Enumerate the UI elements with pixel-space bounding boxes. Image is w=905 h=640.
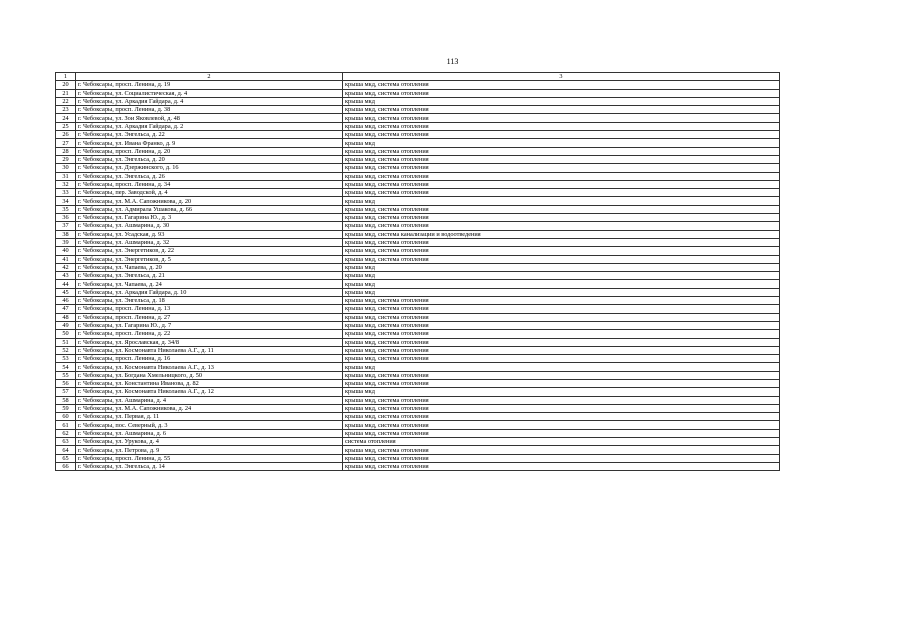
works-cell: система отопления <box>343 438 780 446</box>
works-cell: крыша мкд, система отопления <box>343 297 780 305</box>
row-number-cell: 21 <box>56 89 76 97</box>
column-header-works: 3 <box>343 73 780 81</box>
works-cell: крыша мкд, система отопления <box>343 164 780 172</box>
table-row <box>56 363 780 371</box>
row-number-cell: 66 <box>56 462 76 470</box>
works-cell: крыша мкд, система отопления <box>343 429 780 437</box>
works-cell: крыша мкд, система отопления <box>343 305 780 313</box>
works-cell: крыша мкд, система отопления <box>343 404 780 412</box>
table-row <box>56 297 780 305</box>
address-cell: г. Чебоксары, ул. Адмирала Ушакова, д. 66 <box>76 205 343 213</box>
works-cell: крыша мкд, система отопления <box>343 371 780 379</box>
works-cell: крыша мкд, система отопления <box>343 180 780 188</box>
row-number-cell: 53 <box>56 355 76 363</box>
table-row <box>56 305 780 313</box>
address-cell: г. Чебоксары, ул. Энгельса, д. 26 <box>76 172 343 180</box>
row-number-cell: 59 <box>56 404 76 412</box>
works-cell: крыша мкд, система отопления <box>343 114 780 122</box>
table-row <box>56 122 780 130</box>
works-cell: крыша мкд <box>343 139 780 147</box>
row-number-cell: 54 <box>56 363 76 371</box>
address-cell: г. Чебоксары, пос. Северный, д. 3 <box>76 421 343 429</box>
address-cell: г. Чебоксары, просп. Ленина, д. 13 <box>76 305 343 313</box>
table-row <box>56 413 780 421</box>
row-number-cell: 45 <box>56 288 76 296</box>
table-row <box>56 197 780 205</box>
row-number-cell: 30 <box>56 164 76 172</box>
works-table <box>55 72 780 471</box>
row-number-cell: 49 <box>56 321 76 329</box>
row-number-cell: 42 <box>56 263 76 271</box>
works-cell: крыша мкд, система отопления <box>343 106 780 114</box>
works-cell: крыша мкд <box>343 280 780 288</box>
works-cell: крыша мкд, система отопления <box>343 413 780 421</box>
table-row <box>56 438 780 446</box>
row-number-cell: 44 <box>56 280 76 288</box>
address-cell: г. Чебоксары, ул. Ашмарина, д. 4 <box>76 396 343 404</box>
row-number-cell: 35 <box>56 205 76 213</box>
row-number-cell: 41 <box>56 255 76 263</box>
table-row <box>56 280 780 288</box>
table-row <box>56 388 780 396</box>
row-number-cell: 38 <box>56 230 76 238</box>
row-number-cell: 31 <box>56 172 76 180</box>
row-number-cell: 52 <box>56 346 76 354</box>
address-cell: г. Чебоксары, ул. Усадская, д. 93 <box>76 230 343 238</box>
row-number-cell: 26 <box>56 131 76 139</box>
address-cell: г. Чебоксары, ул. Аркадия Гайдара, д. 10 <box>76 288 343 296</box>
works-cell: крыша мкд, система отопления <box>343 454 780 462</box>
table-row <box>56 114 780 122</box>
table-row <box>56 147 780 155</box>
table-row <box>56 429 780 437</box>
address-cell: г. Чебоксары, ул. Богдана Хмельницкого, д. 50 <box>76 371 343 379</box>
works-cell: крыша мкд <box>343 363 780 371</box>
address-cell: г. Чебоксары, ул. Гагарина Ю., д. 3 <box>76 214 343 222</box>
table-row <box>56 330 780 338</box>
address-cell: г. Чебоксары, просп. Ленина, д. 19 <box>76 81 343 89</box>
table-row <box>56 222 780 230</box>
works-cell: крыша мкд, система отопления <box>343 462 780 470</box>
row-number-cell: 25 <box>56 122 76 130</box>
row-number-cell: 32 <box>56 180 76 188</box>
address-cell: г. Чебоксары, ул. Энгельса, д. 22 <box>76 131 343 139</box>
table-row <box>56 272 780 280</box>
row-number-cell: 43 <box>56 272 76 280</box>
address-cell: г. Чебоксары, ул. Ивана Франко, д. 9 <box>76 139 343 147</box>
row-number-cell: 51 <box>56 338 76 346</box>
address-cell: г. Чебоксары, ул. Энгельса, д. 20 <box>76 155 343 163</box>
row-number-cell: 61 <box>56 421 76 429</box>
table-row <box>56 97 780 105</box>
row-number-cell: 24 <box>56 114 76 122</box>
works-cell: крыша мкд, система отопления <box>343 321 780 329</box>
works-cell: крыша мкд <box>343 288 780 296</box>
address-cell: г. Чебоксары, просп. Ленина, д. 20 <box>76 147 343 155</box>
row-number-cell: 28 <box>56 147 76 155</box>
works-cell: крыша мкд, система отопления <box>343 421 780 429</box>
table-row <box>56 238 780 246</box>
table-row <box>56 446 780 454</box>
table-row <box>56 189 780 197</box>
table-row <box>56 139 780 147</box>
row-number-cell: 39 <box>56 238 76 246</box>
table-row <box>56 379 780 387</box>
table-row <box>56 462 780 470</box>
row-number-cell: 65 <box>56 454 76 462</box>
table-row <box>56 172 780 180</box>
address-cell: г. Чебоксары, ул. М.А. Сапожникова, д. 20 <box>76 197 343 205</box>
row-number-cell: 37 <box>56 222 76 230</box>
works-cell: крыша мкд, система отопления <box>343 238 780 246</box>
row-number-cell: 20 <box>56 81 76 89</box>
table-header-row <box>56 73 780 81</box>
works-cell: крыша мкд, система отопления <box>343 205 780 213</box>
row-number-cell: 60 <box>56 413 76 421</box>
address-cell: г. Чебоксары, просп. Ленина, д. 34 <box>76 180 343 188</box>
works-cell: крыша мкд, система отопления <box>343 189 780 197</box>
works-cell: крыша мкд, система отопления <box>343 313 780 321</box>
table-row <box>56 371 780 379</box>
row-number-cell: 40 <box>56 247 76 255</box>
table-row <box>56 89 780 97</box>
address-cell: г. Чебоксары, ул. Социалистическая, д. 4 <box>76 89 343 97</box>
works-cell: крыша мкд, система отопления <box>343 81 780 89</box>
row-number-cell: 29 <box>56 155 76 163</box>
works-cell: крыша мкд, система отопления <box>343 379 780 387</box>
table-row <box>56 247 780 255</box>
row-number-cell: 57 <box>56 388 76 396</box>
address-cell: г. Чебоксары, ул. Дзержинского, д. 16 <box>76 164 343 172</box>
address-cell: г. Чебоксары, ул. Энгельса, д. 18 <box>76 297 343 305</box>
row-number-cell: 23 <box>56 106 76 114</box>
address-cell: г. Чебоксары, ул. Энергетиков, д. 22 <box>76 247 343 255</box>
works-cell: крыша мкд, система отопления <box>343 255 780 263</box>
address-cell: г. Чебоксары, ул. Ашмарина, д. 6 <box>76 429 343 437</box>
address-cell: г. Чебоксары, ул. Зои Яковлевой, д. 48 <box>76 114 343 122</box>
row-number-cell: 47 <box>56 305 76 313</box>
works-cell: крыша мкд, система отопления <box>343 122 780 130</box>
address-cell: г. Чебоксары, просп. Ленина, д. 16 <box>76 355 343 363</box>
address-cell: г. Чебоксары, ул. Космонавта Николаева А.Г., д. 11 <box>76 346 343 354</box>
address-cell: г. Чебоксары, ул. Энергетиков, д. 5 <box>76 255 343 263</box>
address-cell: г. Чебоксары, пер. Заводской, д. 4 <box>76 189 343 197</box>
address-cell: г. Чебоксары, ул. Ашмарина, д. 32 <box>76 238 343 246</box>
table-row <box>56 164 780 172</box>
table-row <box>56 346 780 354</box>
address-cell: г. Чебоксары, ул. Ярославская, д. 34/8 <box>76 338 343 346</box>
table-row <box>56 106 780 114</box>
table-row <box>56 396 780 404</box>
table-row <box>56 338 780 346</box>
works-cell: крыша мкд <box>343 272 780 280</box>
column-header-address: 2 <box>76 73 343 81</box>
table-row <box>56 155 780 163</box>
works-cell: крыша мкд <box>343 97 780 105</box>
row-number-cell: 33 <box>56 189 76 197</box>
row-number-cell: 27 <box>56 139 76 147</box>
row-number-cell: 63 <box>56 438 76 446</box>
works-cell: крыша мкд, система отопления <box>343 346 780 354</box>
table-row <box>56 263 780 271</box>
address-cell: г. Чебоксары, ул. Космонавта Николаева А.Г., д. 12 <box>76 388 343 396</box>
address-cell: г. Чебоксары, ул. Аркадия Гайдара, д. 2 <box>76 122 343 130</box>
row-number-cell: 56 <box>56 379 76 387</box>
works-cell: крыша мкд, система канализации и водоотведения <box>343 230 780 238</box>
address-cell: г. Чебоксары, просп. Ленина, д. 55 <box>76 454 343 462</box>
table-row <box>56 321 780 329</box>
works-cell: крыша мкд, система отопления <box>343 338 780 346</box>
row-number-cell: 55 <box>56 371 76 379</box>
works-cell: крыша мкд <box>343 197 780 205</box>
works-cell: крыша мкд, система отопления <box>343 330 780 338</box>
works-cell: крыша мкд, система отопления <box>343 147 780 155</box>
address-cell: г. Чебоксары, ул. Чапаева, д. 24 <box>76 280 343 288</box>
works-cell: крыша мкд, система отопления <box>343 222 780 230</box>
row-number-cell: 36 <box>56 214 76 222</box>
address-cell: г. Чебоксары, ул. Константина Иванова, д. 82 <box>76 379 343 387</box>
table-row <box>56 230 780 238</box>
works-cell: крыша мкд, система отопления <box>343 214 780 222</box>
address-cell: г. Чебоксары, просп. Ленина, д. 38 <box>76 106 343 114</box>
row-number-cell: 64 <box>56 446 76 454</box>
table-row <box>56 205 780 213</box>
works-cell: крыша мкд, система отопления <box>343 446 780 454</box>
table-row <box>56 454 780 462</box>
table-row <box>56 288 780 296</box>
row-number-cell: 22 <box>56 97 76 105</box>
address-cell: г. Чебоксары, ул. Петрова, д. 9 <box>76 446 343 454</box>
works-cell: крыша мкд, система отопления <box>343 155 780 163</box>
works-cell: крыша мкд, система отопления <box>343 172 780 180</box>
works-cell: крыша мкд, система отопления <box>343 247 780 255</box>
works-cell: крыша мкд, система отопления <box>343 89 780 97</box>
column-header-number: 1 <box>56 73 76 81</box>
address-cell: г. Чебоксары, ул. Аркадия Гайдара, д. 4 <box>76 97 343 105</box>
table-row <box>56 421 780 429</box>
row-number-cell: 58 <box>56 396 76 404</box>
row-number-cell: 34 <box>56 197 76 205</box>
table-row <box>56 81 780 89</box>
works-cell: крыша мкд <box>343 263 780 271</box>
address-cell: г. Чебоксары, ул. Космонавта Николаева А.Г., д. 13 <box>76 363 343 371</box>
table-row <box>56 255 780 263</box>
row-number-cell: 50 <box>56 330 76 338</box>
works-cell: крыша мкд, система отопления <box>343 131 780 139</box>
row-number-cell: 46 <box>56 297 76 305</box>
address-cell: г. Чебоксары, ул. Гагарина Ю., д. 7 <box>76 321 343 329</box>
table-row <box>56 355 780 363</box>
address-cell: г. Чебоксары, ул. Ашмарина, д. 30 <box>76 222 343 230</box>
address-cell: г. Чебоксары, ул. Первая, д. 11 <box>76 413 343 421</box>
page-number: 113 <box>446 57 459 66</box>
works-cell: крыша мкд, система отопления <box>343 355 780 363</box>
address-cell: г. Чебоксары, ул. Энгельса, д. 14 <box>76 462 343 470</box>
works-cell: крыша мкд <box>343 388 780 396</box>
works-cell: крыша мкд, система отопления <box>343 396 780 404</box>
table-row <box>56 214 780 222</box>
address-cell: г. Чебоксары, ул. Урукова, д. 4 <box>76 438 343 446</box>
address-cell: г. Чебоксары, ул. М.А. Сапожникова, д. 24 <box>76 404 343 412</box>
row-number-cell: 48 <box>56 313 76 321</box>
table-row <box>56 313 780 321</box>
table-row <box>56 131 780 139</box>
row-number-cell: 62 <box>56 429 76 437</box>
address-cell: г. Чебоксары, просп. Ленина, д. 27 <box>76 313 343 321</box>
table-row <box>56 404 780 412</box>
address-cell: г. Чебоксары, ул. Чапаева, д. 20 <box>76 263 343 271</box>
address-cell: г. Чебоксары, просп. Ленина, д. 22 <box>76 330 343 338</box>
table-row <box>56 180 780 188</box>
address-cell: г. Чебоксары, ул. Энгельса, д. 21 <box>76 272 343 280</box>
